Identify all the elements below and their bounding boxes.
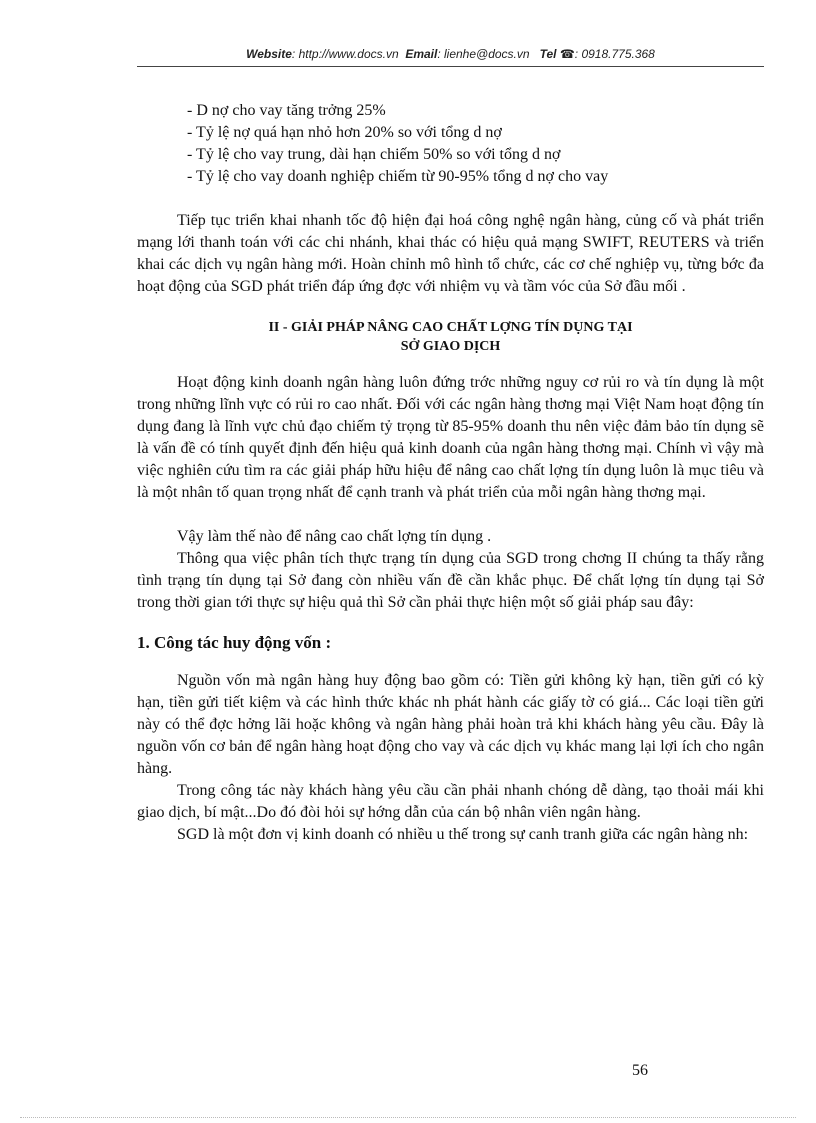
section-title-line: II - GIẢI PHÁP NÂNG CAO CHẤT LỢNG TÍN DỤNG TẠI: [268, 320, 633, 335]
page-number: 56: [632, 1062, 648, 1079]
email-value: : lienhe@docs.vn: [437, 47, 530, 61]
paragraph: Hoạt động kinh doanh ngân hàng luôn đứng trớc những nguy cơ rủi ro và tín dụng là một trong những lĩnh vực có rủi ro cao nhất. Đối với các ngân hàng thơng mại Việt Nam hoạt động tín dụng đang là lĩnh vực chủ đạo chiếm tỷ trọng từ 85-95% doanh thu nên việc đảm bảo tín dụng sẽ là vấn đề có tính quyết định đến hiệu quả kinh doanh của ngân hàng thơng mại. Chính vì vậy mà việc nghiên cứu tìm ra các giải pháp hữu hiệu để nâng cao chất lợng tín dụng luôn là mục tiêu và là một nhân tố quan trọng nhất để cạnh tranh và phát triển của mỗi ngân hàng thơng mại.: [137, 374, 764, 501]
tel-value: : 0918.775.368: [574, 47, 655, 61]
paragraph: Vậy làm thế nào để nâng cao chất lợng tín dụng .: [177, 528, 492, 545]
list-item: - Tỷ lệ cho vay doanh nghiệp chiếm từ 90-95% tổng d nợ cho vay: [187, 168, 609, 185]
list-item: - Tỷ lệ nợ quá hạn nhỏ hơn 20% so với tổng d nợ: [187, 124, 502, 141]
email-label: Email: [405, 47, 438, 61]
page-body: [137, 100, 764, 846]
footer-divider: [20, 1117, 796, 1118]
paragraph: Nguồn vốn mà ngân hàng huy động bao gồm có: Tiền gửi không kỳ hạn, tiền gửi có kỳ hạn, tiền gửi tiết kiệm và các hình thức khác nh phát hành các giấy tờ có giá... Các loại tiền gửi này có thể đợc hởng lãi hoặc không và ngân hàng phải hoàn trả khi khách hàng yêu cầu. Đây là nguồn vốn cơ bản để ngân hàng hoạt động cho vay và các dịch vụ khác mang lại lợi ích cho ngân hàng.: [137, 672, 764, 777]
paragraph: Thông qua việc phân tích thực trạng tín dụng của SGD trong chơng II chúng ta thấy rằng tình trạng tín dụng tại Sở đang còn nhiều vấn đề cần khắc phục. Để chất lợng tín dụng tại Sở trong thời gian tới thực sự hiệu quả thì Sở cần phải thực hiện một số giải pháp sau đây:: [137, 550, 764, 611]
paragraph: Trong công tác này khách hàng yêu cầu cần phải nhanh chóng dễ dàng, tạo thoải mái khi giao dịch, bí mật...Do đó đòi hỏi sự hớng dẫn của cán bộ nhân viên ngân hàng.: [137, 782, 764, 821]
website-value: : http://www.docs.vn: [291, 47, 399, 61]
paragraph: SGD là một đơn vị kinh doanh có nhiều u thế trong sự canh tranh giữa các ngân hàng nh:: [177, 826, 749, 843]
phone-icon: ☎: [559, 47, 575, 61]
bullet-list: [187, 100, 764, 188]
website-label: Website: [246, 47, 292, 61]
list-item: - D nợ cho vay tăng trởng 25%: [187, 102, 386, 119]
header-divider: [137, 66, 764, 67]
page-header: [137, 47, 764, 61]
section-title-line: SỞ GIAO DỊCH: [400, 339, 501, 354]
subheading: 1. Công tác huy động vốn :: [137, 633, 332, 652]
paragraph: Tiếp tục triển khai nhanh tốc độ hiện đại hoá công nghệ ngân hàng, củng cố và phát triển mạng lới thanh toán với các chi nhánh, khai thác có hiệu quả mạng SWIFT, REUTERS và triển khai các dịch vụ ngân hàng mới. Hoàn chỉnh mô hình tổ chức, các cơ chế nghiệp vụ, từng bớc đa hoạt động của SGD phát triển đáp ứng đợc với nhiệm vụ và tầm vóc của Sở đầu mối .: [137, 212, 764, 295]
tel-label: Tel: [539, 47, 557, 61]
list-item: - Tỷ lệ cho vay trung, dài hạn chiếm 50% so với tổng d nợ: [187, 146, 561, 163]
section-title: [137, 318, 764, 356]
